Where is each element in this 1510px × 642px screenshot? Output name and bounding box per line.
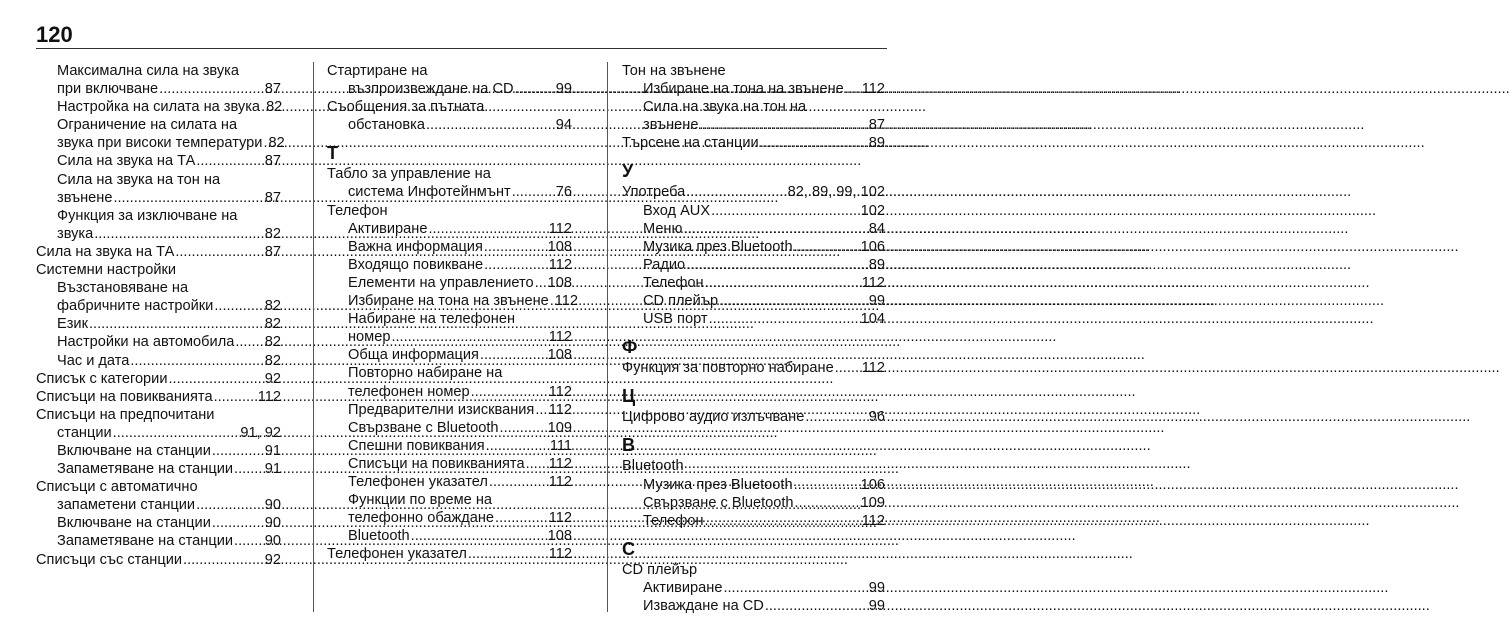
index-subentry — [622, 80, 885, 98]
page-reference: 82 — [264, 225, 281, 242]
entry-text: Настройки на автомобила — [57, 334, 235, 351]
index-subentry — [327, 80, 572, 98]
entry-text: звънене — [57, 189, 113, 206]
index-subentry — [622, 256, 885, 274]
page-reference: 91, 92 — [240, 424, 281, 441]
column-divider — [607, 62, 608, 612]
index-entry — [622, 62, 885, 80]
page-reference: 112 — [554, 293, 579, 310]
dot-leader — [709, 310, 860, 328]
entry-text: Функции по време на — [348, 492, 492, 509]
index-entry — [36, 243, 281, 261]
index-subentry — [36, 62, 281, 80]
dot-leader — [486, 437, 549, 455]
dot-leader — [686, 256, 868, 274]
entry-text: Сила на звука на ТА — [36, 243, 175, 260]
entry-text: Телефон — [643, 274, 704, 291]
index-subentry — [36, 424, 281, 442]
entry-text: CD плейър — [643, 293, 719, 310]
entry-text: Списък с категории — [36, 370, 168, 387]
page-reference: 82 — [264, 316, 281, 333]
index-entry — [327, 545, 572, 563]
index-entry — [622, 359, 885, 377]
index-entry — [622, 561, 885, 579]
dot-leader — [765, 597, 868, 615]
entry-text: Възстановяване на — [57, 280, 189, 297]
page-reference: 112 — [861, 274, 885, 291]
page-reference: 84 — [868, 220, 885, 237]
page-reference: 99 — [868, 597, 885, 614]
entry-text: Настройка на силата на звука — [57, 99, 261, 116]
index-subentry — [327, 220, 572, 238]
page-reference: 112 — [548, 383, 572, 400]
entry-text: USB порт — [643, 311, 708, 328]
index-subentry — [327, 256, 572, 274]
page-reference: 89 — [868, 256, 885, 273]
index-subentry — [622, 292, 885, 310]
dot-leader — [196, 496, 264, 514]
entry-text: телефонно обаждане — [348, 510, 495, 527]
index-subentry — [36, 98, 281, 116]
index-subentry — [327, 401, 572, 419]
page-reference: 82, 89, 99, 102 — [787, 184, 885, 201]
dot-leader — [805, 408, 867, 426]
page-reference: 112 — [548, 510, 572, 527]
dot-leader — [535, 401, 547, 419]
dot-leader — [835, 359, 861, 377]
page-reference: 109 — [547, 419, 572, 436]
section-letter: Ц — [622, 386, 636, 407]
index-subentry — [36, 171, 281, 189]
entry-text: Употреба — [622, 184, 686, 201]
entry-text: Включване на станции — [57, 515, 211, 532]
page-reference: 108 — [547, 347, 572, 364]
index-subentry — [327, 292, 579, 310]
index-subentry — [622, 310, 885, 328]
page-reference: 82 — [264, 352, 281, 369]
index-subentry — [36, 134, 285, 152]
entry-text: Важна информация — [348, 238, 483, 255]
entry-text: Музика през Bluetooth — [643, 476, 793, 493]
entry-text: Цифрово аудио излъчване — [622, 409, 805, 426]
entry-text: телефонен номер — [348, 383, 470, 400]
index-subentry — [36, 297, 281, 315]
section-letter: B — [622, 435, 635, 456]
dot-leader — [845, 80, 861, 98]
entry-text: Избиране на тона на звънене — [348, 293, 549, 310]
index-subentry — [622, 494, 885, 512]
page-reference: 76 — [555, 184, 572, 201]
page-reference: 87 — [264, 243, 281, 260]
index-subentry — [327, 310, 572, 328]
dot-leader — [261, 98, 265, 116]
dot-leader — [471, 383, 548, 401]
dot-leader — [212, 514, 264, 532]
page-reference: 82 — [264, 298, 281, 315]
entry-text: звънене — [643, 117, 699, 134]
dot-leader — [212, 442, 264, 460]
entry-text: Спешни повиквания — [348, 437, 485, 454]
entry-text: Запаметяване на станции — [57, 533, 234, 550]
index-column-1 — [36, 62, 285, 569]
index-subentry — [327, 364, 572, 382]
index-entry — [622, 134, 885, 152]
index-subentry — [36, 189, 281, 207]
dot-leader — [535, 274, 547, 292]
dot-leader — [489, 473, 548, 491]
entry-text: възпроизвеждане на CD — [348, 81, 514, 98]
section-letter: C — [622, 538, 635, 559]
dot-leader — [214, 297, 263, 315]
dot-leader — [683, 220, 867, 238]
dot-leader — [113, 424, 240, 442]
dot-leader — [719, 292, 868, 310]
entry-text: Изваждане на CD — [643, 597, 764, 614]
entry-text: Функция за повторно набиране — [622, 360, 834, 377]
index-subentry — [36, 496, 281, 514]
entry-text: Входящо повикване — [348, 256, 484, 273]
index-subentry — [36, 460, 281, 478]
dot-leader — [113, 189, 263, 207]
dot-leader — [175, 243, 263, 261]
index-subentry — [622, 202, 885, 220]
dot-leader — [263, 134, 267, 152]
entry-text: при включване — [57, 81, 159, 98]
index-subentry — [327, 238, 572, 256]
page-reference: 82 — [264, 334, 281, 351]
index-subentry — [327, 346, 572, 364]
page-reference: 111 — [549, 437, 572, 454]
dot-leader — [196, 152, 263, 170]
page-reference: 96 — [868, 409, 885, 426]
entry-text: Запаметяване на станции — [57, 461, 234, 478]
dot-leader — [468, 545, 548, 563]
dot-leader — [686, 183, 786, 201]
page-reference: 94 — [555, 117, 572, 134]
entry-text: звука при високи температури — [57, 135, 263, 152]
index-subentry — [327, 455, 572, 473]
index-entry — [36, 388, 281, 406]
dot-leader — [426, 116, 555, 134]
index-subentry — [622, 98, 885, 116]
page-reference: 90 — [264, 515, 281, 532]
entry-text: Вход AUX — [643, 202, 711, 219]
page-reference: 99 — [868, 293, 885, 310]
index-subentry — [622, 476, 885, 494]
page-reference: 89 — [868, 135, 885, 152]
index-subentry — [36, 333, 281, 351]
dot-leader — [699, 116, 867, 134]
index-entry — [622, 183, 885, 201]
page-reference: 112 — [548, 401, 572, 418]
dot-leader — [183, 551, 264, 569]
page-reference: 112 — [861, 360, 885, 377]
column-divider — [313, 62, 314, 612]
page-reference: 104 — [860, 311, 885, 328]
index-subentry — [36, 442, 281, 460]
page-reference: 112 — [548, 256, 572, 273]
section-letter: Т — [327, 143, 338, 164]
entry-text: обстановка — [348, 117, 425, 134]
dot-leader — [500, 419, 547, 437]
index-entry — [622, 408, 885, 426]
entry-text: Списъци със станции — [36, 551, 183, 568]
dot-leader — [723, 579, 867, 597]
entry-text: Списъци на повикванията — [36, 388, 213, 405]
entry-text: Телефон — [327, 202, 388, 219]
dot-leader — [89, 315, 264, 333]
entry-text: Телефонен указател — [348, 473, 488, 490]
dot-leader — [550, 292, 554, 310]
index-subentry — [327, 328, 572, 346]
dot-leader — [411, 527, 547, 545]
entry-text: станции — [57, 424, 112, 441]
dot-leader — [705, 274, 861, 292]
entry-text: Bluetooth — [622, 458, 684, 475]
page-reference: 90 — [264, 497, 281, 514]
entry-text: система Инфотейнмънт — [348, 184, 511, 201]
dot-leader — [515, 80, 555, 98]
entry-text: Bluetooth — [348, 528, 410, 545]
page-reference: 92 — [264, 370, 281, 387]
entry-text: Телефон — [643, 512, 704, 529]
section-letter: У — [622, 161, 634, 182]
index-subentry — [327, 491, 572, 509]
index-subentry — [36, 514, 281, 532]
page-reference: 99 — [868, 579, 885, 596]
index-subentry — [622, 116, 885, 134]
header-rule — [36, 48, 887, 49]
entry-text: запаметени станции — [57, 497, 196, 514]
page-reference: 99 — [555, 81, 572, 98]
entry-text: Избиране на тона на звънене — [643, 81, 844, 98]
page-reference: 112 — [548, 546, 572, 563]
index-subentry — [36, 352, 281, 370]
page-reference: 91 — [264, 442, 281, 459]
dot-leader — [711, 202, 860, 220]
entry-text: Списъци на повикванията — [348, 455, 525, 472]
entry-text: Списъци с автоматично — [36, 479, 198, 496]
dot-leader — [234, 532, 264, 550]
page-reference: 87 — [264, 153, 281, 170]
entry-text: Списъци на предпочитани — [36, 406, 215, 423]
page-reference: 112 — [548, 455, 572, 472]
index-entry — [327, 165, 572, 183]
entry-text: Максимална сила на звука — [57, 63, 239, 79]
dot-leader — [428, 220, 547, 238]
index-subentry — [36, 116, 281, 134]
entry-text: Функция за изключване на — [57, 207, 238, 224]
entry-text: Телефонен указател — [327, 546, 467, 563]
index-subentry — [36, 225, 281, 243]
entry-text: Набиране на телефонен — [348, 311, 516, 328]
page-reference: 112 — [861, 81, 885, 98]
page-reference: 91 — [264, 461, 281, 478]
index-subentry — [36, 207, 281, 225]
entry-text: Активиране — [643, 579, 723, 596]
page-reference: 112 — [548, 329, 572, 346]
dot-leader — [235, 333, 263, 351]
entry-text: Меню — [643, 220, 683, 237]
page-reference: 108 — [547, 238, 572, 255]
index-subentry — [36, 532, 281, 550]
entry-text: Повторно набиране на — [348, 365, 503, 382]
index-entry — [36, 261, 281, 279]
index-entry — [36, 370, 281, 388]
index-subentry — [622, 597, 885, 615]
page-reference: 90 — [264, 533, 281, 550]
index-subentry — [622, 274, 885, 292]
page-reference: 87 — [264, 189, 281, 206]
dot-leader — [795, 494, 860, 512]
index-subentry — [36, 152, 281, 170]
page-reference: 112 — [548, 220, 572, 237]
index-subentry — [36, 279, 281, 297]
entry-text: Сила на звука на ТА — [57, 153, 196, 170]
dot-leader — [130, 352, 263, 370]
page-reference: 82 — [266, 99, 283, 116]
index-subentry — [327, 419, 572, 437]
page-reference: 106 — [860, 238, 885, 255]
entry-text: Съобщения за пътната — [327, 99, 485, 116]
entry-text: Час и дата — [57, 352, 130, 369]
index-entry — [327, 202, 572, 220]
index-entry — [327, 98, 572, 116]
dot-leader — [512, 183, 555, 201]
index-subentry — [622, 220, 885, 238]
entry-text: Тон на звънене — [622, 63, 726, 79]
entry-text: Свързване с Bluetooth — [348, 419, 499, 436]
page-reference: 82 — [268, 135, 285, 152]
entry-text: Ограничение на силата на — [57, 117, 238, 134]
page-reference: 109 — [860, 494, 885, 511]
entry-text: Сила на звука на тон на — [57, 171, 221, 188]
index-subentry — [327, 437, 572, 455]
index-subentry — [327, 383, 572, 401]
page-reference: 112 — [548, 473, 572, 490]
index-subentry — [622, 579, 885, 597]
section-letter: Ф — [622, 337, 638, 358]
entry-text: Сила на звука на тон на — [643, 99, 807, 116]
index-subentry — [327, 509, 572, 527]
page-reference: 87 — [264, 81, 281, 98]
index-entry — [36, 551, 281, 569]
entry-text: Табло за управление на — [327, 166, 491, 183]
entry-text: звука — [57, 225, 94, 242]
entry-text: Елементи на управлението — [348, 274, 534, 291]
dot-leader — [214, 388, 257, 406]
index-subentry — [36, 315, 281, 333]
page-number: 120 — [36, 22, 73, 47]
entry-text: CD плейър — [622, 561, 698, 578]
dot-leader — [391, 328, 547, 346]
dot-leader — [794, 238, 860, 256]
page-reference: 112 — [257, 388, 281, 405]
page-reference: 92 — [264, 551, 281, 568]
index-subentry — [327, 116, 572, 134]
dot-leader — [480, 346, 547, 364]
dot-leader — [234, 460, 264, 478]
dot-leader — [794, 476, 860, 494]
entry-text: Радио — [643, 256, 686, 273]
page-reference: 106 — [860, 476, 885, 493]
dot-leader — [159, 80, 264, 98]
index-entry — [36, 406, 281, 424]
index-subentry — [622, 238, 885, 256]
index-subentry — [327, 473, 572, 491]
page-reference: 87 — [868, 117, 885, 134]
dot-leader — [495, 509, 548, 527]
index-subentry — [327, 183, 572, 201]
entry-text: номер — [348, 329, 391, 346]
entry-text: Обща информация — [348, 347, 479, 364]
index-subentry — [327, 527, 572, 545]
entry-text: фабричните настройки — [57, 298, 214, 315]
index-entry — [327, 62, 572, 80]
index-subentry — [36, 80, 281, 98]
page-reference: 112 — [861, 512, 885, 529]
entry-text: Стартиране на — [327, 63, 428, 79]
dot-leader — [168, 370, 263, 388]
entry-text: Предварителни изисквания — [348, 401, 535, 418]
entry-text: Музика през Bluetooth — [643, 238, 793, 255]
index-subentry — [327, 274, 572, 292]
dot-leader — [705, 512, 861, 530]
dot-leader — [484, 256, 548, 274]
entry-text: Език — [57, 316, 88, 333]
page-reference: 108 — [547, 528, 572, 545]
index-subentry — [622, 512, 885, 530]
page-reference: 102 — [860, 202, 885, 219]
entry-text: Активиране — [348, 220, 428, 237]
dot-leader — [94, 225, 264, 243]
entry-text: Включване на станции — [57, 442, 211, 459]
entry-text: Системни настройки — [36, 262, 177, 279]
entry-text: Свързване с Bluetooth — [643, 494, 794, 511]
dot-leader — [760, 134, 868, 152]
index-entry — [36, 478, 281, 496]
page-reference: 108 — [547, 274, 572, 291]
index-column-3 — [622, 62, 885, 615]
entry-text: Търсене на станции — [622, 135, 759, 152]
dot-leader — [526, 455, 548, 473]
index-entry — [622, 457, 885, 475]
index-column-2 — [327, 62, 579, 563]
dot-leader — [484, 238, 547, 256]
